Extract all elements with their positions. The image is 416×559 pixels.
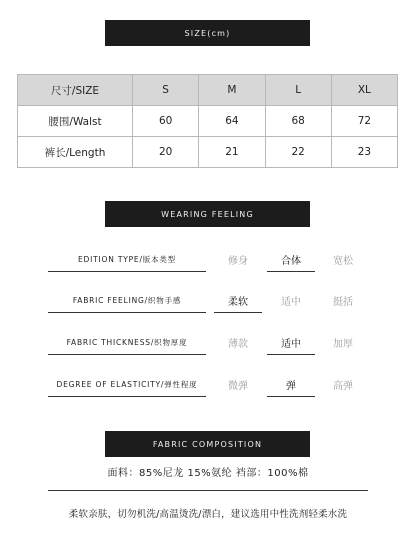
row-label: 裤长/Length [18, 137, 133, 168]
size-banner [105, 20, 310, 46]
size-table [17, 74, 398, 168]
feeling-title: WEARING FEELING [161, 209, 254, 219]
composition-text: 面料：85%尼龙 15%氨纶 裆部：100%棉 [107, 468, 309, 479]
size-header-cell: 尺寸/SIZE [18, 75, 133, 106]
table-cell: 72 [331, 106, 397, 137]
feeling-option: 适中 [281, 297, 301, 308]
feeling-option: 挺括 [333, 297, 353, 308]
size-header-cell: M [199, 75, 265, 106]
feeling-row-thickness [0, 331, 416, 361]
feeling-row-edition [0, 248, 416, 278]
row-label: 腰围/Walst [18, 106, 133, 137]
care-instructions: 柔软亲肤，切勿机洗/高温烫洗/漂白，建议选用中性洗剂轻柔水洗 [68, 509, 348, 520]
feeling-option: 微弹 [228, 381, 248, 392]
feeling-label: EDITION TYPE/版本类型 [48, 248, 206, 272]
table-row [18, 106, 398, 137]
feeling-option: 柔软 [214, 289, 262, 313]
feeling-option: 宽松 [333, 256, 353, 267]
feeling-row-fabric-feeling [0, 289, 416, 319]
composition-title: FABRIC COMPOSITION [152, 439, 263, 449]
table-cell: 21 [199, 137, 265, 168]
divider [48, 490, 368, 491]
feeling-label: FABRIC FEELING/织物手感 [48, 289, 206, 313]
feeling-option: 修身 [228, 256, 248, 267]
feeling-option: 弹 [267, 373, 315, 397]
feeling-banner [105, 201, 310, 227]
table-cell: 23 [331, 137, 397, 168]
feeling-option: 适中 [267, 331, 315, 355]
table-cell: 68 [265, 106, 331, 137]
feeling-label: DEGREE OF ELASTICITY/弹性程度 [48, 373, 206, 397]
feeling-option: 高弹 [333, 381, 353, 392]
feeling-row-elasticity [0, 373, 416, 403]
size-header-cell: XL [331, 75, 397, 106]
size-table-header [18, 75, 398, 106]
size-header-cell: L [265, 75, 331, 106]
composition-banner [105, 431, 310, 457]
feeling-option: 薄款 [228, 339, 248, 350]
feeling-option: 合体 [267, 248, 315, 272]
size-header-cell: S [133, 75, 199, 106]
size-title: SIZE(cm) [184, 28, 231, 38]
feeling-label: FABRIC THICKNESS/织物厚度 [48, 331, 206, 355]
table-cell: 60 [133, 106, 199, 137]
table-cell: 64 [199, 106, 265, 137]
feeling-option: 加厚 [333, 339, 353, 350]
table-cell: 20 [133, 137, 199, 168]
table-row [18, 137, 398, 168]
table-cell: 22 [265, 137, 331, 168]
